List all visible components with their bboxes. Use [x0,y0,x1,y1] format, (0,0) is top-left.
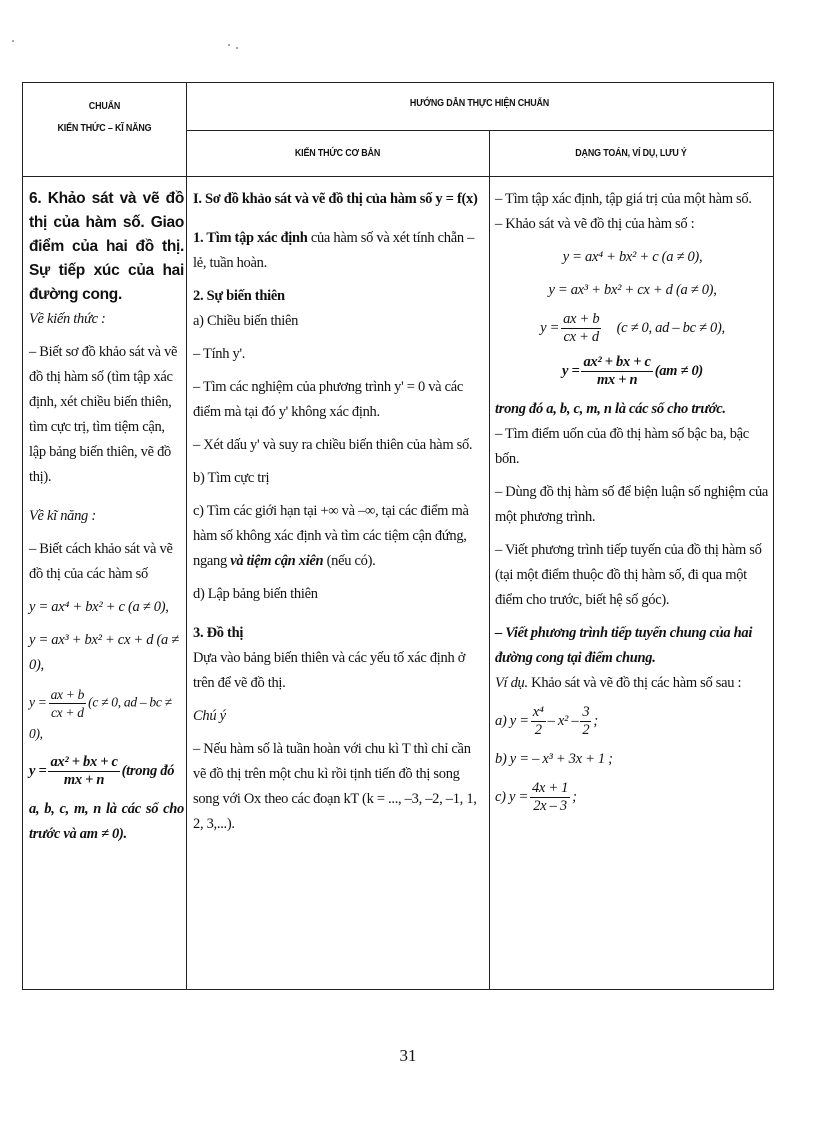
row-divider [186,130,773,131]
line-roots: – Dùng đồ thị hàm số để biện luận số nghiệm của một phương trình. [495,484,769,525]
step-2-title: 2. Sự biến thiên [193,288,285,304]
standards-table [22,82,774,990]
line-where: trong đó a, b, c, m, n là các số cho trước. [495,401,726,417]
formula-cond: (c ≠ 0, ad – bc ≠ 0), [616,319,725,336]
column-divider [489,130,490,989]
step-2a: a) Chiều biến thiên [193,313,299,329]
frac-den: mx + n [63,772,105,788]
knowledge-heading: Về kiến thức : [29,311,106,327]
example-b: b) y = – x³ + 3x + 1 ; [495,751,613,767]
example-a [495,704,770,739]
step-3-title: 3. Đồ thị [193,625,244,641]
example-a-prefix: a) y = [495,712,529,729]
col-standards [29,187,184,847]
header-col1-line2: KIẾN THỨC – KĨ NĂNG [57,122,152,134]
note-heading: Chú ý [193,708,226,724]
header-main: HƯỚNG DẪN THỰC HIỆN CHUẨN [409,97,550,109]
frac-den: 2 [582,722,590,738]
frac-num: ax + b [50,687,85,702]
skill-text: – Biết cách khảo sát và vẽ đồ thị của các hàm số [29,541,173,582]
note-text: – Nếu hàm số là tuần hoàn với chu kì T thì chỉ cần vẽ đồ thị trên một chu kì rồi tịnh tiến đồ thị song song với Ox theo các đoạn kT (k = ..., –3, –2, –1, 1, 2, 3,...). [193,741,477,832]
formula-homographic: y = $\frac{ax + b}{cx + d}$ (c ≠ 0, ad – bc ≠ 0), [540,311,725,345]
step-2d: d) Lập bảng biến thiên [193,586,318,602]
frac-num: 4x + 1 [531,780,569,796]
step-2a-3: – Xét dấu y' và suy ra chiều biến thiên của hàm số. [193,437,473,453]
frac-num: x⁴ [532,704,544,720]
header-sub1: KIẾN THỨC CƠ BẢN [294,147,381,159]
page-number: 31 [399,1046,417,1065]
line-survey: – Khảo sát và vẽ đồ thị của hàm số : [495,216,695,232]
frac-den: 2x – 3 [533,798,567,814]
skill-heading: Về kĩ năng : [29,508,96,524]
header-sub2: DẠNG TOÁN, VÍ DỤ, LƯU Ý [575,147,687,159]
frac-den: mx + n [596,372,638,388]
formula-rational: y = $\frac{\text{ax² + bx + c}}{mx + n}$ (trong đó [29,754,175,788]
step-2a-2: – Tìm các nghiệm của phương trình y' = 0 và các điểm mà tại đó y' không xác định. [193,379,464,420]
example-c-prefix: c) y = [495,788,528,805]
formula-cubic: y = ax³ + bx² + cx + d (a ≠ 0), [548,282,717,298]
formula-note: a, b, c, m, n là các số cho trước và am ≠ 0). [29,801,184,842]
formula-cond: (c ≠ 0, ad – bc ≠ 0), [29,694,172,741]
formula-quartic: y = ax⁴ + bx² + c (a ≠ 0), [562,249,703,265]
step-2a-1: – Tính y'. [193,346,246,362]
frac-num: 3 [582,704,590,720]
col-problem-types [495,187,770,815]
topic-title: 6. Khảo sát và vẽ đồ thị của hàm số. Giao điểm của hai đồ thị. Sự tiếp xúc của hai đường cong. [29,190,184,303]
step-2c-text: c) Tìm các giới hạn tại +∞ và –∞, tại các điểm mà hàm số không xác định và tìm các tiệm cận đứng, ngang [193,503,469,569]
frac-num: ax + b [563,311,600,327]
frac-den: cx + d [563,329,599,345]
knowledge-text: – Biết sơ đồ khảo sát và vẽ đồ thị hàm số (tìm tập xác định, xét chiều biến thiên, tìm cực trị, tìm tiệm cận, lập bảng biến thiên, vẽ đồ thị). [29,344,178,485]
step-3-text: Dựa vào bảng biến thiên và các yếu tố xác định ở trên để vẽ đồ thị. [193,650,466,691]
example-intro [495,671,770,696]
example-label: Ví dụ. [495,675,528,691]
step-2c-end: (nếu có). [323,553,376,569]
scan-speck [228,44,230,46]
row-divider [23,176,773,177]
header-col1 [35,95,174,139]
step-1-title: 1. Tìm tập xác định [193,230,308,246]
frac-num: ax² + bx + c [50,754,118,770]
example-a-mid: – x² – [547,712,579,729]
line-common-tangent: – Viết phương trình tiếp tuyến chung của hai đường cong tại điểm chung. [495,625,753,666]
line-domain: – Tìm tập xác định, tập giá trị của một hàm số. [495,191,752,207]
formula-homographic: y = $\frac{ax + b}{cx + d}$ (c ≠ 0, ad – bc ≠ 0), [29,687,172,741]
example-a-end: ; [593,712,598,729]
step-2c-bold: và tiệm cận xiên [230,553,324,569]
frac-den: 2 [534,722,542,738]
example-c [495,780,770,815]
scan-speck [236,47,238,49]
example-c-end: ; [572,788,577,805]
step-1 [193,226,485,276]
step-2b: b) Tìm cực trị [193,470,270,486]
column-divider [186,83,187,989]
frac-den: cx + d [50,705,84,720]
col-basic-knowledge [193,187,485,837]
formula-tail: (trong đó [121,762,175,779]
line-tangent: – Viết phương trình tiếp tuyến của đồ thị hàm số (tại một điểm thuộc đồ thị hàm số, đi qua một điểm cho trước, biết hệ số góc). [495,542,762,608]
formula-cubic: y = ax³ + bx² + cx + d (a ≠ 0), [29,632,179,673]
step-2c [193,499,485,574]
formula-cond: (am ≠ 0) [654,362,703,379]
section-heading: I. Sơ đồ khảo sát và vẽ đồ thị của hàm số y = f(x) [193,191,478,207]
line-inflection: – Tìm điểm uốn của đồ thị hàm số bậc ba, bậc bốn. [495,426,749,467]
formula-quartic: y = ax⁴ + bx² + c (a ≠ 0), [29,599,169,615]
formula-rational: y = $\frac{\text{ax² + bx + c}}{mx + n}$ (am ≠ 0) [562,354,703,388]
example-text: Khảo sát và vẽ đồ thị các hàm số sau : [527,675,742,691]
scan-speck [12,40,14,42]
header-col1-line1: CHUẨN [88,100,121,112]
frac-num: ax² + bx + c [583,354,651,370]
step-1-text: của hàm số và xét tính chẵn – lẻ, tuần hoàn. [193,230,475,271]
